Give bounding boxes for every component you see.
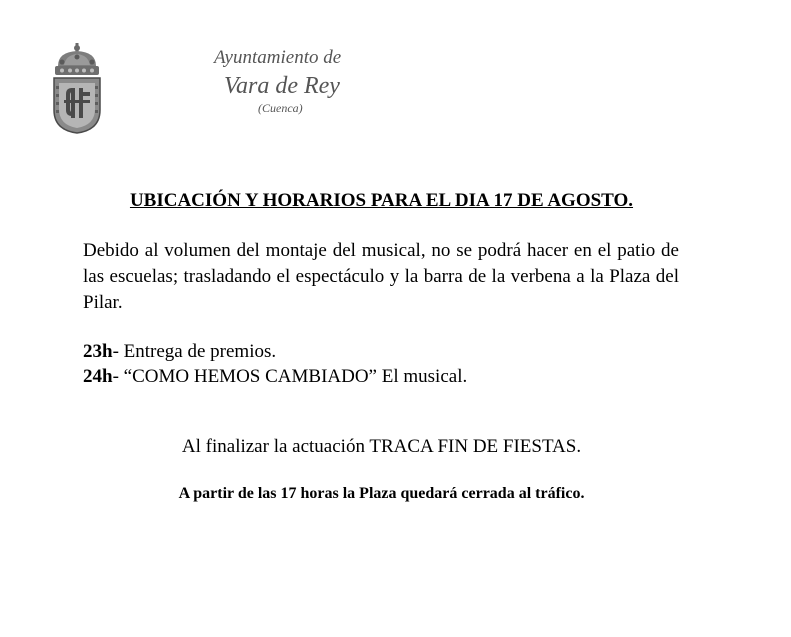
- schedule-item: [83, 364, 683, 389]
- org-province: (Cuenca): [258, 101, 303, 115]
- coat-of-arms-icon: [50, 42, 104, 134]
- closing-line: Al finalizar la actuación TRACA FIN DE FIESTAS.: [181, 436, 582, 457]
- org-name-line1: Ayuntamiento de: [214, 47, 342, 68]
- document-title: UBICACIÓN Y HORARIOS PARA EL DIA 17 DE AGOSTO.: [129, 190, 634, 211]
- schedule-time: 24h: [83, 366, 113, 387]
- schedule-text: - Entrega de premios.: [112, 341, 277, 362]
- letterhead: [0, 0, 791, 140]
- traffic-notice: A partir de las 17 horas la Plaza quedará cerrada al tráfico.: [178, 485, 585, 502]
- org-name-line2: Vara de Rey: [224, 73, 340, 99]
- schedule-time: 23h: [83, 341, 113, 362]
- intro-paragraph: Debido al volumen del montaje del musical, no se podrá hacer en el patio de las escuelas; trasladando el espectáculo y la barra de la verbena a la Plaza del Pilar.: [83, 240, 679, 313]
- schedule-text: - “COMO HEMOS CAMBIADO” El musical.: [112, 366, 468, 387]
- schedule-item: [83, 339, 683, 364]
- schedule-list: [83, 339, 683, 389]
